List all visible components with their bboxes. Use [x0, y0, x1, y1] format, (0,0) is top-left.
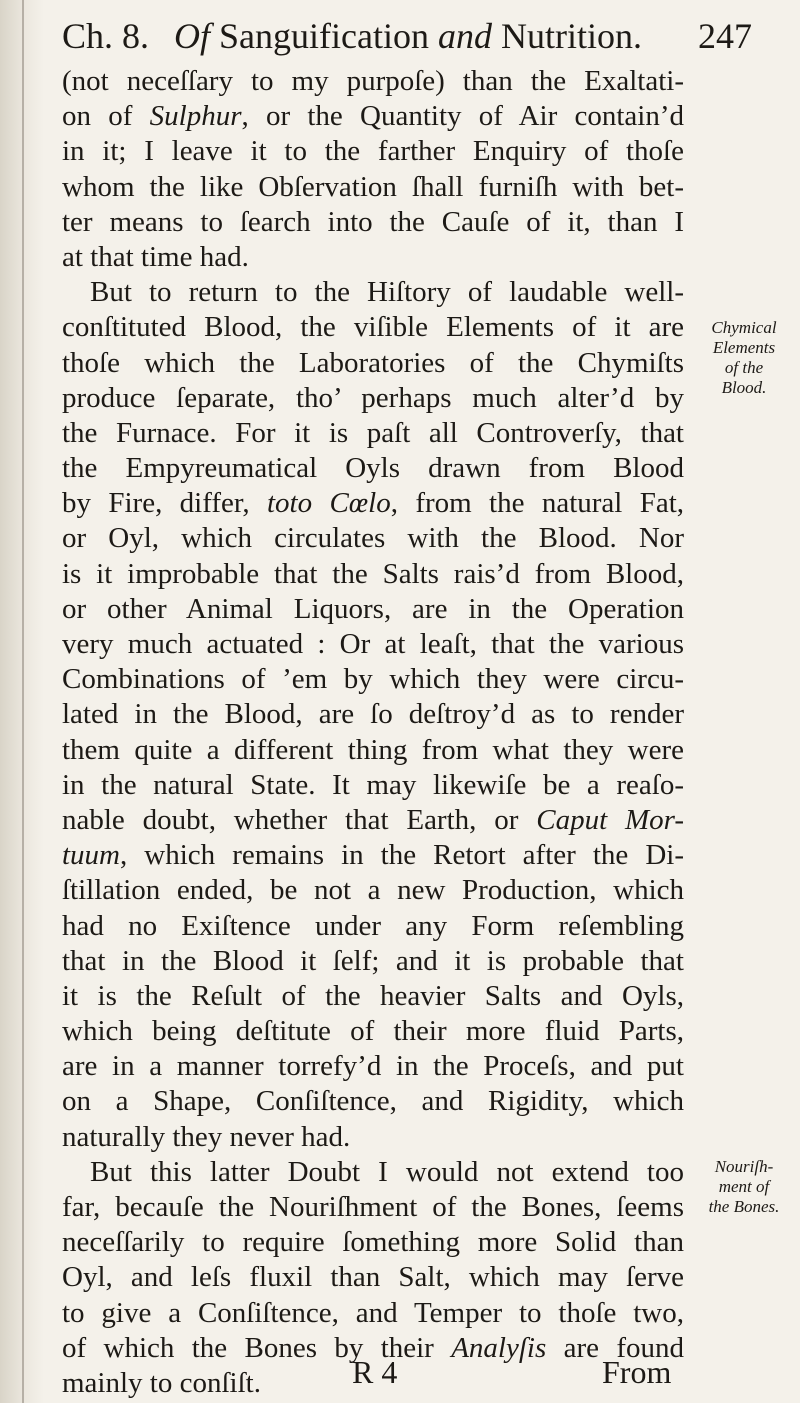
text-line	[62, 909, 684, 944]
running-title-nutrition: Nutrition.	[491, 16, 642, 56]
text-run: are found	[546, 1331, 684, 1364]
text-line	[62, 662, 684, 697]
text-line	[62, 205, 684, 240]
binding-edge	[22, 0, 24, 1403]
running-title-of: Of	[174, 16, 210, 56]
text-line	[62, 99, 684, 134]
text-line	[62, 557, 684, 592]
text-line	[62, 592, 684, 627]
margin-note-line: Elements	[712, 338, 776, 357]
catchword: From	[602, 1354, 672, 1390]
text-line	[62, 1120, 684, 1155]
text-line	[62, 170, 684, 205]
running-title-and: and	[437, 16, 492, 56]
text-line	[62, 1049, 684, 1084]
text-line	[62, 381, 684, 416]
page-gutter	[0, 0, 44, 1403]
body-text	[62, 64, 684, 1401]
text-line	[62, 1225, 684, 1260]
text-run: on a Shape, Conſiſtence, and Rigidity, which	[62, 1085, 684, 1118]
text-run: But to return to the Hiſtory of laudable well-	[90, 276, 684, 309]
text-line	[62, 1014, 684, 1049]
text-run: , or the Quantity of Air contain’d	[241, 100, 684, 133]
margin-note-line: of the	[724, 358, 764, 377]
text-line	[62, 768, 684, 803]
italic-run: Analyſis	[451, 1331, 547, 1364]
text-run: or Oyl, which circulates with the Blood. Nor	[62, 522, 684, 555]
text-run: , from the natural Fat,	[390, 487, 685, 520]
text-line	[62, 240, 684, 275]
text-line	[62, 838, 684, 873]
text-line	[62, 627, 684, 662]
margin-note-line: Blood.	[721, 378, 767, 397]
text-run: But this latter Doubt I would not extend too	[90, 1155, 684, 1188]
running-title	[174, 14, 642, 58]
margin-note-line: ment of	[718, 1177, 770, 1196]
text-run: Combinations of ’em by which they were circu-	[62, 663, 684, 696]
text-line	[62, 944, 684, 979]
text-line	[62, 451, 684, 486]
margin-note-nourishment-of-bones	[692, 1157, 796, 1217]
text-run: nable doubt, whether that Earth, or	[62, 803, 537, 836]
chapter-label: Ch. 8.	[62, 16, 150, 56]
text-run: ſtillation ended, be not a new Production, which	[62, 874, 684, 907]
text-line	[62, 486, 684, 521]
text-line	[62, 1155, 684, 1190]
text-run: in the natural State. It may likewiſe be a reaſo-	[62, 768, 684, 801]
text-run: of which the Bones by their	[62, 1331, 452, 1364]
text-line	[62, 1190, 684, 1225]
text-line	[62, 733, 684, 768]
text-run: thoſe which the Laboratories of the Chymiſts	[62, 346, 684, 379]
text-line	[62, 1296, 684, 1331]
text-line	[62, 873, 684, 908]
text-run: ter means to ſearch into the Cauſe of it, than I	[62, 205, 684, 238]
text-run: conſtituted Blood, the viſible Elements of it are	[62, 311, 684, 344]
text-run: by Fire, differ,	[62, 487, 267, 520]
text-run: produce ſeparate, tho’ perhaps much alter’d by	[62, 381, 684, 414]
text-run: whom the like Obſervation ſhall furniſh with bet-	[62, 170, 684, 203]
italic-run: toto Cœlo	[267, 487, 391, 520]
margin-note-line: Nouriſh-	[714, 1157, 774, 1176]
text-run: very much actuated : Or at leaſt, that the various	[62, 628, 684, 660]
text-line	[62, 416, 684, 451]
text-line	[62, 1260, 684, 1295]
text-run: on of	[62, 100, 150, 133]
text-run: it is the Reſult of the heavier Salts and Oyls,	[62, 979, 684, 1012]
text-run: naturally they never had.	[62, 1120, 351, 1153]
text-run: neceſſarily to require ſomething more Solid than	[62, 1226, 684, 1259]
text-line	[62, 1084, 684, 1119]
text-line	[62, 134, 684, 169]
running-header	[62, 14, 752, 58]
text-run: (not neceſſary to my purpoſe) than the Exaltati-	[62, 65, 684, 97]
text-line	[62, 275, 684, 310]
signature-mark: R 4	[352, 1354, 398, 1390]
text-line	[62, 310, 684, 345]
text-run: far, becauſe the Nouriſhment of the Bones, ſeems	[62, 1191, 684, 1223]
text-line	[62, 697, 684, 732]
text-run: the Empyreumatical Oyls drawn from Blood	[62, 452, 684, 485]
page-footer	[62, 1352, 752, 1392]
text-run: , which remains in the Retort after the Di-	[120, 839, 684, 872]
text-run: or other Animal Liquors, are in the Operation	[62, 592, 684, 625]
text-run: are in a manner torrefy’d in the Proceſs, and put	[62, 1050, 684, 1083]
running-title-sanguification: Sanguification	[210, 16, 438, 56]
page-number: 247	[698, 16, 752, 56]
margin-note-line: Chymical	[711, 318, 777, 337]
text-run: at that time had.	[62, 240, 249, 273]
text-run: in it; I leave it to the farther Enquiry of thoſe	[62, 135, 684, 168]
text-run: mainly to conſiſt.	[62, 1366, 261, 1399]
italic-run: Sulphur	[149, 100, 242, 133]
text-run: lated in the Blood, are ſo deſtroy’d as to render	[62, 698, 684, 731]
margin-note-line: the Bones.	[708, 1197, 780, 1216]
text-run: Oyl, and leſs fluxil than Salt, which may ſerve	[62, 1261, 684, 1294]
text-run: had no Exiſtence under any Form reſembling	[62, 909, 684, 942]
text-run: to give a Conſiſtence, and Temper to thoſe two,	[62, 1296, 684, 1329]
italic-run: Caput Mor-	[536, 803, 685, 836]
text-run: is it improbable that the Salts rais’d from Blood,	[62, 557, 684, 590]
margin-note-chymical-elements	[692, 318, 796, 398]
text-line	[62, 346, 684, 381]
text-run: the Furnace. For it is paſt all Controverſy, that	[62, 416, 684, 449]
italic-run: tuum	[62, 839, 120, 872]
text-run: them quite a different thing from what they were	[62, 733, 684, 766]
text-line	[62, 803, 684, 838]
text-run: that in the Blood it ſelf; and it is probable that	[62, 944, 684, 977]
text-line	[62, 521, 684, 556]
text-line	[62, 979, 684, 1014]
text-line	[62, 64, 684, 99]
text-run: which being deſtitute of their more fluid Parts,	[62, 1015, 684, 1048]
